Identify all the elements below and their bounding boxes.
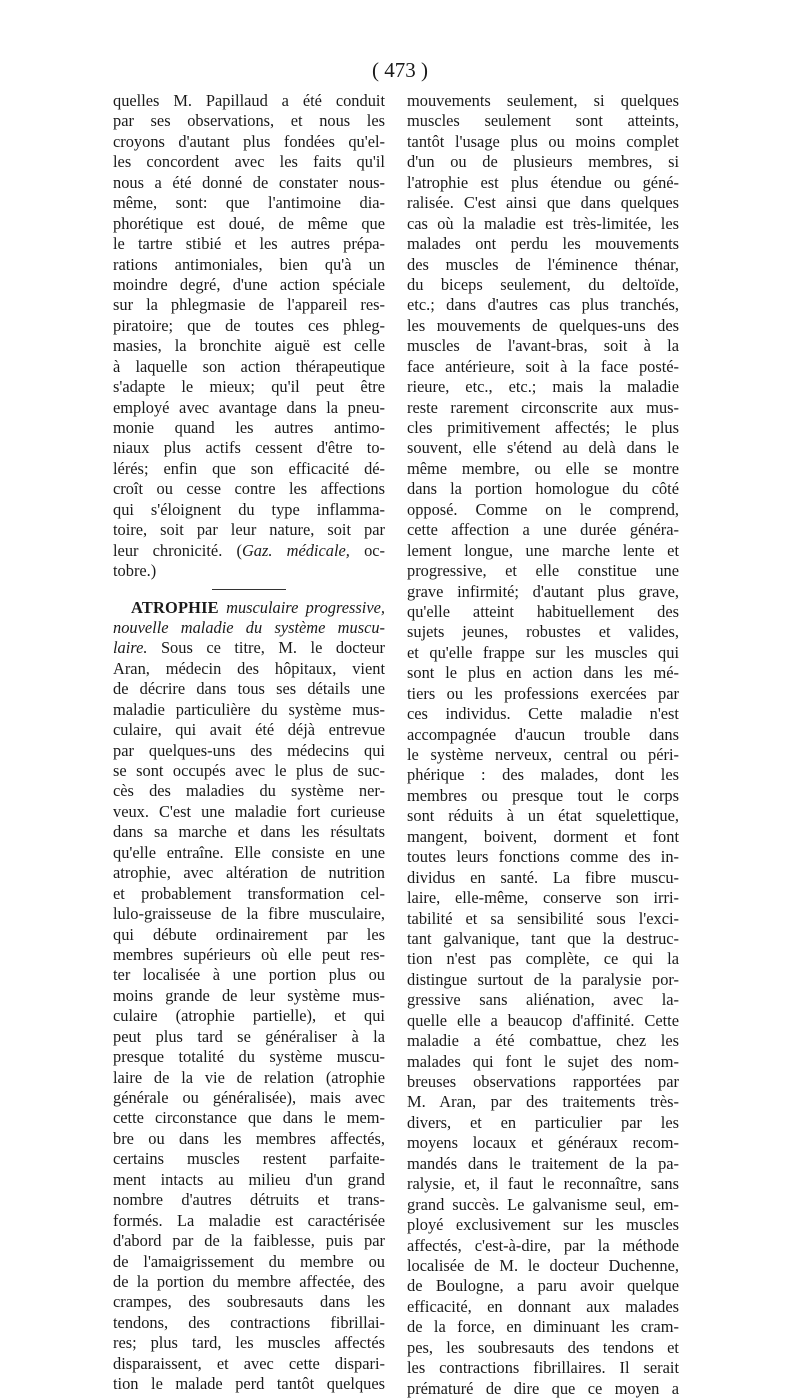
text-line: presque totalité du système muscu- xyxy=(113,1047,385,1067)
text-line: laire, elle-même, conserve son irri- xyxy=(407,888,679,908)
text-line: par ses observations, et nous les xyxy=(113,111,385,131)
text-line: mouvements seulement, si quelques xyxy=(407,91,679,110)
left-column xyxy=(113,91,385,1395)
text-line: veux. C'est une maladie fort curieuse xyxy=(113,801,385,821)
text-line: croît ou cesse contre les affections xyxy=(113,479,385,499)
text-line: culaire (atrophie partielle), et qui xyxy=(113,1006,385,1026)
text-line: breuses observations rapportées par xyxy=(407,1072,679,1091)
text-line: d'un ou de plusieurs membres, si xyxy=(407,152,679,172)
section-heading-italic: laire. xyxy=(113,638,148,658)
text-line: des muscles de l'éminence thénar, xyxy=(407,254,679,274)
text-line: ployé exclusivement sur les muscles xyxy=(407,1215,679,1235)
text-line: dividus en santé. La fibre muscu- xyxy=(407,867,679,887)
text-line: tendons, des contractions fibrillai- xyxy=(113,1312,385,1332)
text-line: tiers ou les professions exercées par xyxy=(407,683,679,703)
text-line: qui débute ordinairement par les xyxy=(113,924,385,944)
text-line: membres supérieurs où elle peut res- xyxy=(113,944,385,964)
text-line: affectés, c'est-à-dire, par la méthode xyxy=(407,1235,679,1255)
text-line: tion n'est pas complète, ce qui la xyxy=(407,949,679,969)
text-line: bre ou dans les membres affectés, xyxy=(113,1128,385,1148)
section-heading-line xyxy=(113,598,385,618)
text-fragment: leur chronicité. ( xyxy=(113,540,242,560)
text-line: sur la phlegmasie de l'appareil res- xyxy=(113,295,385,315)
text-line: croyons d'autant plus fondées qu'el- xyxy=(113,131,385,151)
text-line: muscles de l'avant-bras, soit à la xyxy=(407,336,679,356)
text-line: moindre degré, d'une action spéciale xyxy=(113,274,385,294)
text-line: formés. La maladie est caractérisée xyxy=(113,1210,385,1230)
text-line: face antérieure, soit à la face posté- xyxy=(407,356,679,376)
text-line: qu'elle atteint habituellement des xyxy=(407,601,679,621)
text-line: sujets jeunes, robustes et valides, xyxy=(407,622,679,642)
text-line: ces individus. Cette maladie n'est xyxy=(407,704,679,724)
text-line: de Boulogne, a paru avoir quelque xyxy=(407,1276,679,1296)
text-line: ter localisée à une portion plus ou xyxy=(113,965,385,985)
section-heading-word: ATROPHIE xyxy=(131,597,219,617)
text-line: moins grande de leur système mus- xyxy=(113,985,385,1005)
text-line: et qu'elle frappe sur les muscles qui xyxy=(407,642,679,662)
text-line: employé avec avantage dans la pneu- xyxy=(113,397,385,417)
text-line: piratoire; que de toutes ces phleg- xyxy=(113,315,385,335)
text-line: malades qui font le sujet des nom- xyxy=(407,1051,679,1071)
text-line: sont le plus en action dans les mé- xyxy=(407,663,679,683)
text-line: lérés; enfin que son efficacité dé- xyxy=(113,458,385,478)
text-line: qui s'éloignent du type inflamma- xyxy=(113,499,385,519)
section-heading-italic: nouvelle maladie du système muscu- xyxy=(113,617,385,637)
text-line: quelles M. Papillaud a été conduit xyxy=(113,91,385,110)
text-line: ment intacts au milieu d'un grand xyxy=(113,1169,385,1189)
text-line: ralisée. C'est ainsi que dans quelques xyxy=(407,193,679,213)
text-line: moyens locaux et généraux recom- xyxy=(407,1133,679,1153)
text-line: grave infirmité; d'autant plus grave, xyxy=(407,581,679,601)
text-line: de décrire dans tous ses détails une xyxy=(113,679,385,699)
text-line: dans sa marche et dans les résultats xyxy=(113,822,385,842)
text-line: efficacité, en donnant aux malades xyxy=(407,1296,679,1316)
text-line: phorétique est doué, de même que xyxy=(113,213,385,233)
text-line: toire, soit par leur nature, soit par xyxy=(113,520,385,540)
text-line: l'atrophie est plus étendue ou géné- xyxy=(407,172,679,192)
text-line: malades ont perdu les mouvements xyxy=(407,234,679,254)
text-line: rations antimoniales, bien qu'à un xyxy=(113,254,385,274)
text-line: les concordent avec les faits qu'il xyxy=(113,152,385,172)
text-line: maladie particulière du système mus- xyxy=(113,699,385,719)
text-line: le tartre stibié et les autres prépa- xyxy=(113,234,385,254)
text-line: mandés dans le traitement de la pa- xyxy=(407,1153,679,1173)
text-line: crampes, des soubresauts dans les xyxy=(113,1292,385,1312)
text-line: M. Aran, par des traitements très- xyxy=(407,1092,679,1112)
text-fragment: Sous ce titre, M. le docteur xyxy=(147,638,385,658)
text-line: par quelques-uns des médecins qui xyxy=(113,740,385,760)
text-line: gressive sans aliénation, avec la- xyxy=(407,990,679,1010)
text-line: d'abord par de la faiblesse, puis par xyxy=(113,1231,385,1251)
text-line: localisée de M. le docteur Duchenne, xyxy=(407,1255,679,1275)
text-line xyxy=(113,638,385,658)
text-line: atrophie, avec altération de nutrition xyxy=(113,863,385,883)
citation-journal: Gaz. médicale, xyxy=(241,540,350,560)
text-line: phérique : des malades, dont les xyxy=(407,765,679,785)
text-line: les contractions fibrillaires. Il serait xyxy=(407,1358,679,1378)
text-line: tobre.) xyxy=(113,561,157,581)
text-line: distingue surtout de la paralysie por- xyxy=(407,969,679,989)
section-divider xyxy=(212,589,286,590)
text-line: de la force, en diminuant les cram- xyxy=(407,1317,679,1337)
text-line: grand succès. Le galvanisme seul, em- xyxy=(407,1194,679,1214)
text-line: même membre, ou elle se montre xyxy=(407,458,679,478)
text-line: sont réduits à un état squelettique, xyxy=(407,806,679,826)
text-line: peut plus tard se généraliser à la xyxy=(113,1026,385,1046)
text-line: et probablement transformation cel- xyxy=(113,883,385,903)
text-line: le système nerveux, central ou péri- xyxy=(407,745,679,764)
text-line: cles primitivement affectés; le plus xyxy=(407,418,679,437)
paragraph-atrophy xyxy=(113,659,385,1395)
text-line: rieure, etc., etc.; mais la maladie xyxy=(407,377,679,397)
text-fragment: oc- xyxy=(349,540,385,560)
text-line: membres ou presque tout le corps xyxy=(407,785,679,805)
text-line: lulo-graisseuse de la fibre musculaire, xyxy=(113,904,385,924)
text-line: muscles seulement sont atteints, xyxy=(407,111,679,131)
section-heading-italic: musculaire progressive, xyxy=(226,597,385,617)
text-line: de l'amaigrissement du membre ou xyxy=(113,1251,385,1271)
text-line: monie quand les autres antimo- xyxy=(113,418,385,437)
text-line: Aran, médecin des hôpitaux, vient xyxy=(113,658,385,678)
text-line: souvent, elle s'étend au delà dans le xyxy=(407,438,679,458)
text-line: générale ou généralisée), mais avec xyxy=(113,1088,385,1107)
text-line: masies, la bronchite aiguë est celle xyxy=(113,336,385,356)
text-line: tabilité et sa sensibilité sous l'exci- xyxy=(407,908,679,928)
text-line: même, sont: que l'antimoine dia- xyxy=(113,193,385,213)
text-line: cès des maladies du système ner- xyxy=(113,781,385,801)
text-line: mangent, boivent, dorment et font xyxy=(407,826,679,846)
text-line: pes, les soubresauts des tendons et xyxy=(407,1337,679,1357)
text-line: culaire, qui avait été déjà entrevue xyxy=(113,720,385,740)
text-line: nombre d'autres détruits et trans- xyxy=(113,1190,385,1210)
text-line: disparaissent, et avec cette dispari- xyxy=(113,1353,385,1373)
text-line: du biceps seulement, du deltoïde, xyxy=(407,274,679,294)
text-line: cette affection a une durée généra- xyxy=(407,520,679,540)
text-line: nous a été donné de constater nous- xyxy=(113,172,385,192)
text-line: prématuré de dire que ce moyen a xyxy=(407,1378,679,1398)
text-line: accompagnée d'aucun trouble dans xyxy=(407,724,679,744)
right-column xyxy=(407,91,679,1399)
text-line: qu'elle entraîne. Elle consiste en une xyxy=(113,842,385,862)
text-line: tant galvanique, tant que la destruc- xyxy=(407,928,679,948)
text-line: toutes leurs fonctions comme des in- xyxy=(407,847,679,867)
text-line: reste rarement circonscrite aux mus- xyxy=(407,397,679,417)
text-line: niaux plus actifs cessent d'être to- xyxy=(113,438,385,458)
text-line: certains muscles restent parfaite- xyxy=(113,1149,385,1169)
text-line: les mouvements de quelques-uns des xyxy=(407,315,679,335)
text-line: tion le malade perd tantôt quelques xyxy=(113,1374,385,1394)
text-line xyxy=(113,541,385,561)
text-line: maladie a été combattue, chez les xyxy=(407,1031,679,1051)
text-line: se sont occupés avec le plus de suc- xyxy=(113,761,385,780)
text-line: progressive, et elle constitue une xyxy=(407,561,679,581)
text-line: cette circonstance que dans le mem- xyxy=(113,1108,385,1128)
paragraph-antimony xyxy=(113,91,385,541)
text-line: divers, et en particulier par les xyxy=(407,1112,679,1132)
text-line: etc.; dans d'autres cas plus tranchés, xyxy=(407,295,679,315)
text-line: de la portion du membre affectée, des xyxy=(113,1271,385,1291)
text-line: dans la portion homologue du côté xyxy=(407,479,679,499)
text-line: lement longue, une marche lente et xyxy=(407,540,679,560)
text-line: ralysie, et, il faut le reconnaître, sans xyxy=(407,1174,679,1194)
text-line: s'adapte le mieux; qu'il peut être xyxy=(113,377,385,397)
text-line: laire de la vie de relation (atrophie xyxy=(113,1067,385,1087)
text-line: à laquelle son action thérapeutique xyxy=(113,356,385,376)
page-number: ( 473 ) xyxy=(372,58,428,82)
text-line: cas où la maladie est très-limitée, les xyxy=(407,213,679,233)
text-line: res; plus tard, les muscles affectés xyxy=(113,1333,385,1353)
text-line: opposé. Comme on le comprend, xyxy=(407,499,679,519)
text-line: quelle elle a beaucop d'affinité. Cette xyxy=(407,1010,679,1030)
text-line: tantôt l'usage plus ou moins complet xyxy=(407,131,679,151)
